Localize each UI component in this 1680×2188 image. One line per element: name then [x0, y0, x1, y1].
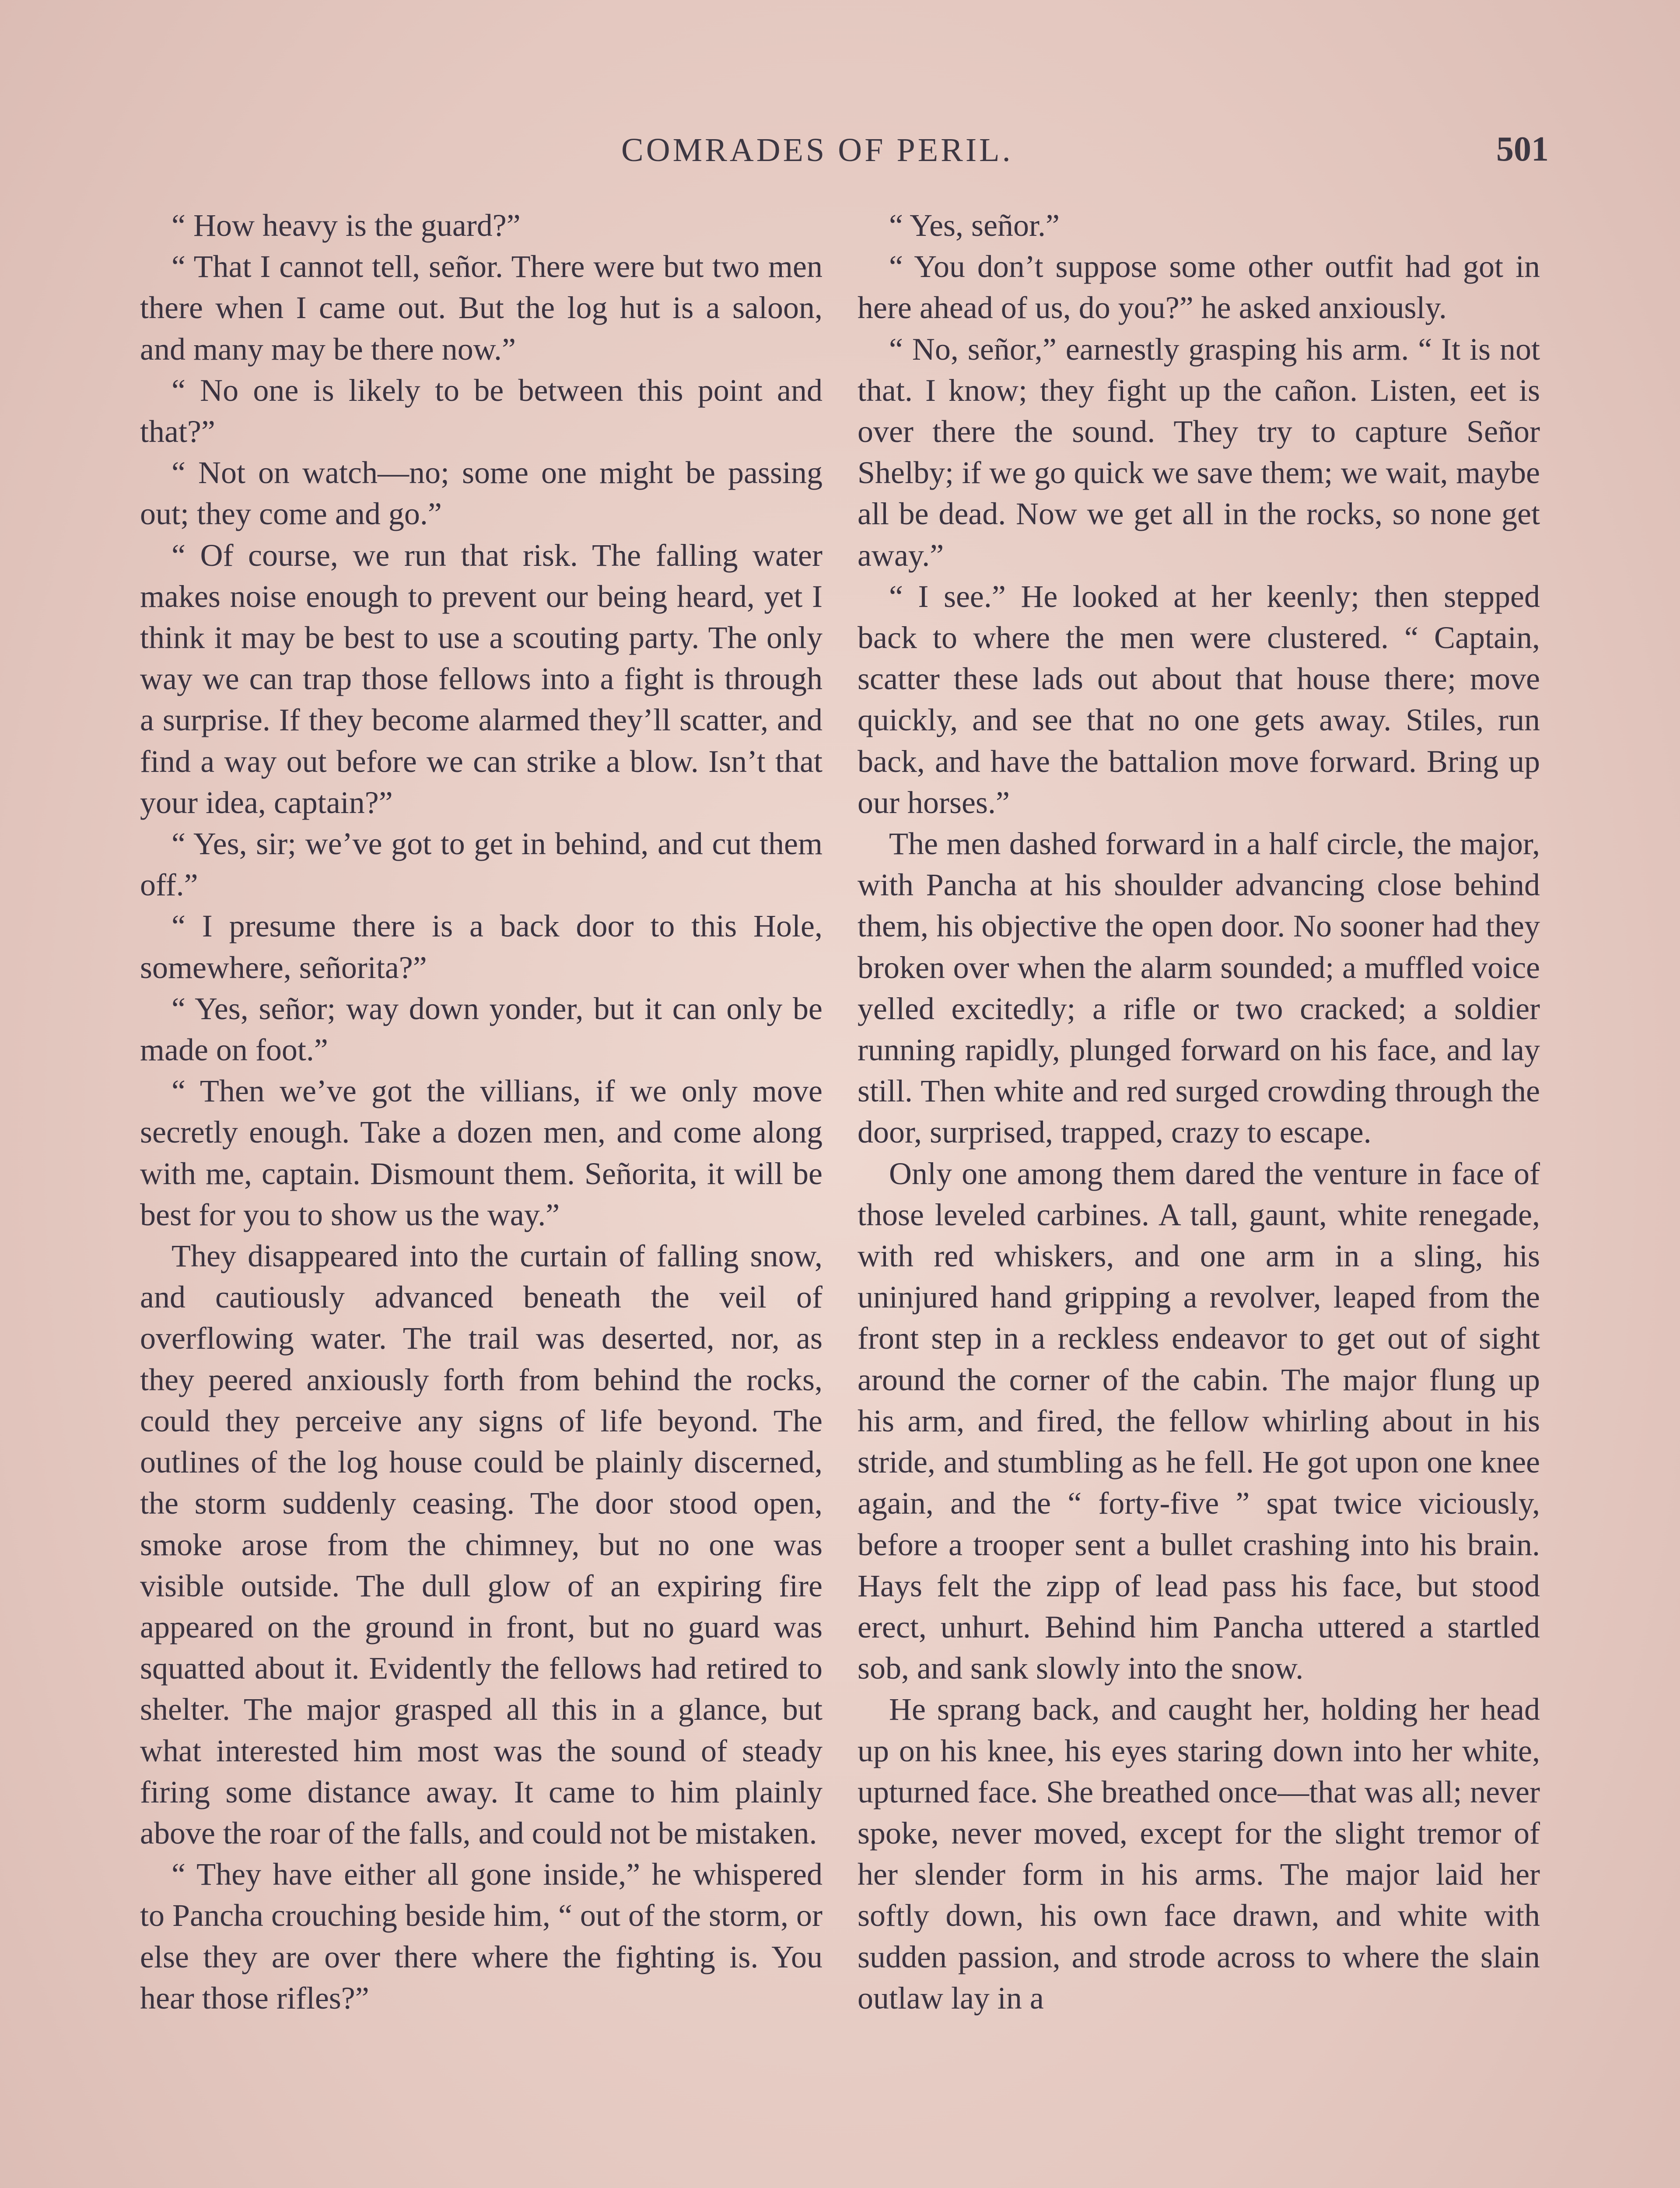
paragraph: “ Yes, señor.” [889, 208, 1060, 243]
paragraph: “ No one is likely to be between this point and that?” [140, 372, 822, 449]
paragraph: He sprang back, and caught her, holding her head up on his knee, his eyes staring down into her white, upturned face. She breathed once—that was all; never spoke, never moved, except for the slight tremor of her slender form in his arms. The major laid her softly down, his own face drawn, and white with sudden passion, and strode across to where the slain outlaw lay in a [858, 1692, 1540, 2016]
paragraph: “ Yes, sir; we’ve got to get in behind, and cut them off.” [140, 826, 822, 903]
paragraph: “ They have either all gone inside,” he whispered to Pancha crouching beside him, “ out of the storm, or else they are over there where the fighting is. You hear those rifles?” [140, 1857, 822, 2016]
paragraph: “ Not on watch—no; some one might be passing out; they come and go.” [140, 455, 822, 532]
paragraph: They disappeared into the curtain of falling snow, and cautiously advanced beneath the veil of overflowing water. The trail was deserted, nor, as they peered anxiously forth from behind the rocks, could they perceive any signs of life beyond. The outlines of the log house could be plainly discerned, the storm suddenly ceasing. The door stood open, smoke arose from the chimney, but no one was visible outside. The dull glow of an expiring fire appeared on the ground in front, but no guard was squatted about it. Evidently the fellows had retired to shelter. The major grasped all this in a glance, but what interested him most was the sound of steady firing some distance away. It came to him plainly above the roar of the falls, and could not be mistaken. [140, 1238, 822, 1851]
paragraph: “ That I cannot tell, señor. There were but two men there when I came out. But the log hut is a saloon, and many may be there now.” [140, 249, 822, 367]
running-title: COMRADES OF PERIL. [621, 132, 1013, 168]
paragraph: “ How heavy is the guard?” [172, 208, 521, 243]
paragraph: “ Of course, we run that risk. The falling water makes noise enough to prevent our being heard, yet I think it may be best to use a scouting party. The only way we can trap those fellows into a fight is through a surprise. If they become alarmed they’ll scatter, and find a way out before we can strike a blow. Isn’t that your idea, captain?” [140, 537, 822, 820]
paragraph: “ You don’t suppose some other outfit had got in here ahead of us, do you?” he asked anxiously. [858, 249, 1540, 326]
paragraph: “ I see.” He looked at her keenly; then stepped back to where the men were clustered. “ Captain, scatter these lads out about that house there; move quickly, and see that no one gets away. Stiles, run back, and have the battalion move forward. Bring up our horses.” [858, 579, 1540, 820]
page-number: 501 [1496, 130, 1549, 168]
text-column-right [858, 205, 1540, 2019]
paragraph: “ I presume there is a back door to this Hole, somewhere, señorita?” [140, 908, 822, 985]
paragraph: “ Yes, señor; way down yonder, but it can only be made on foot.” [140, 991, 822, 1068]
text-column-left [140, 205, 822, 2019]
paragraph: “ No, señor,” earnestly grasping his arm. “ It is not that. I know; they fight up the cañon. Listen, eet is over there the sound. They try to capture Señor Shelby; if we go quick we save them; we wait, maybe all be dead. Now we get all in the rocks, so none get away.” [858, 331, 1540, 573]
paragraph: “ Then we’ve got the villians, if we only move secretly enough. Take a dozen men, and come along with me, captain. Dismount them. Señorita, it will be best for you to show us the way.” [140, 1073, 822, 1232]
paragraph: The men dashed forward in a half circle, the major, with Pancha at his shoulder advancing close behind them, his objective the open door. No sooner had they broken over when the alarm sounded; a muffled voice yelled excitedly; a rifle or two cracked; a soldier running rapidly, plunged forward on his face, and lay still. Then white and red surged crowding through the door, surprised, trapped, crazy to escape. [858, 826, 1540, 1150]
paragraph: Only one among them dared the venture in face of those leveled carbines. A tall, gaunt, white renegade, with red whiskers, and one arm in a sling, his uninjured hand gripping a revolver, leaped from the front step in a reckless endeavor to get out of sight around the corner of the cabin. The major flung up his arm, and fired, the fellow whirling about in his stride, and stumbling as he fell. He got upon one knee again, and the “ forty-five ” spat twice viciously, before a trooper sent a bullet crashing into his brain. Hays felt the zipp of lead pass his face, but stood erect, unhurt. Behind him Pancha uttered a startled sob, and sank slowly into the snow. [858, 1156, 1540, 1686]
